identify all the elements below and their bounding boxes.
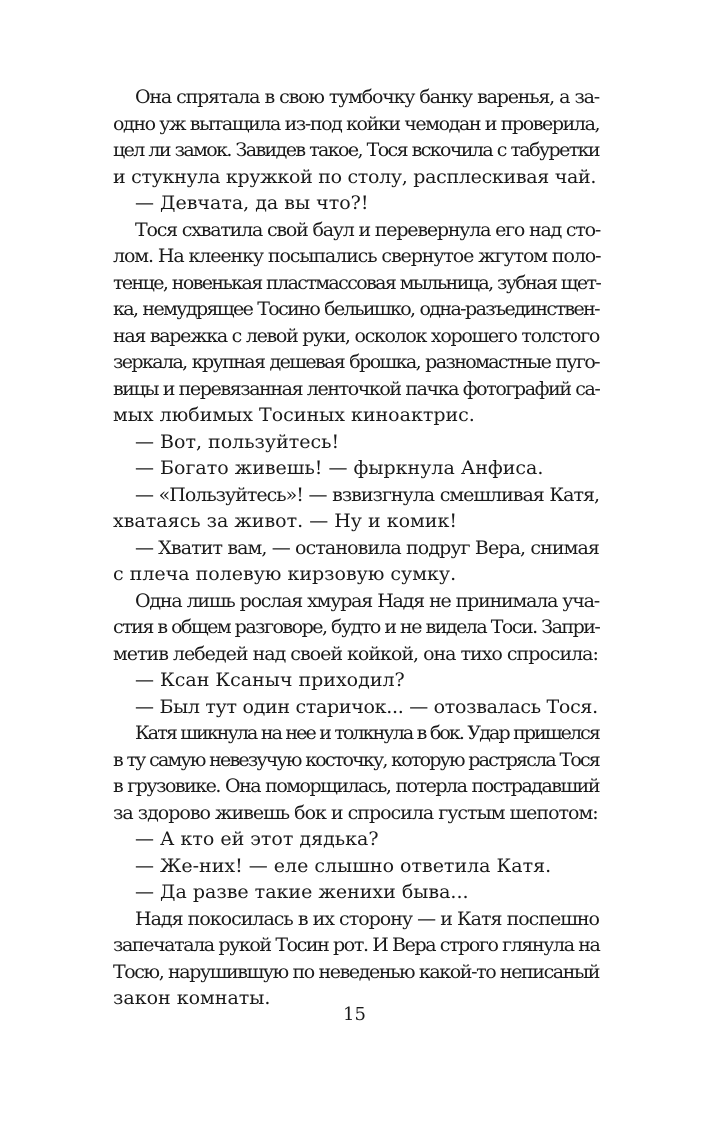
text-line: Катя шикнула на нее и толкнула в бок. Удар пришелся — [135, 722, 599, 744]
text-line: — Вот, пользуйтесь! — [135, 430, 340, 453]
text-line: лом. На клеенку посыпались свернутое жгутом поло- — [113, 245, 601, 267]
text-line: в грузовике. Она поморщилась, потерла пострадавший — [113, 775, 599, 797]
text-line: вицы и перевязанная ленточкой пачка фотографий са- — [113, 377, 600, 400]
text-line: тенце, новенькая пластмассовая мыльница, зубная щет- — [113, 271, 601, 294]
text-line: — Хватит вам, — остановила подруг Вера, снимая — [135, 536, 599, 559]
text-line: с плеча полевую кирзовую сумку. — [113, 563, 457, 585]
text-line: и стукнула кружкой по столу, расплескивая чай. — [113, 165, 597, 188]
text-line: мых любимых Тосиных киноактрис. — [113, 404, 475, 426]
text-line: — «Пользуйтесь»! — взвизгнула смешливая Катя, — [135, 483, 599, 506]
text-line: ка, немудрящее Тосино бельишко, одна-разъединствен- — [113, 298, 599, 320]
text-line: — Да разве такие женихи быва... — [135, 881, 469, 903]
text-line: ная варежка с левой руки, осколок хорошего толстого — [113, 324, 599, 347]
text-line: — Богато живешь! — фыркнула Анфиса. — [135, 457, 544, 479]
text-line: Одна лишь рослая хмурая Надя не принимала уча- — [135, 589, 599, 612]
text-line: — Был тут один старичок... — отозвалась Тося. — [135, 695, 598, 718]
text-line: за здорово живешь бок и спросила густым шепотом: — [113, 801, 598, 824]
text-line: Тосю, нарушившую по неведенью какой-то неписаный — [113, 960, 599, 983]
text-line: зеркала, крупная дешевая брошка, разномастные пуго- — [113, 351, 599, 373]
text-line: Она спрятала в свою тумбочку банку варенья, а за- — [135, 86, 599, 108]
body-text — [113, 84, 599, 1012]
page-number: 15 — [343, 1004, 366, 1025]
text-line: Тося схватила свой баул и перевернула его над сто- — [135, 218, 601, 241]
text-line: одно уж вытащила из-под койки чемодан и проверила, — [113, 112, 600, 135]
text-line: — А кто ей этот дядька? — [135, 828, 379, 850]
text-line: хватаясь за живот. — Ну и комик! — [113, 510, 457, 532]
text-line: запечатала рукой Тосин рот. И Вера строго глянула на — [113, 934, 600, 956]
text-line: в ту самую невезучую косточку, которую растрясла Тося — [113, 748, 599, 771]
text-line: Надя покосилась в их сторону — и Катя поспешно — [135, 907, 599, 930]
text-line: цел ли замок. Завидев такое, Тося вскочила с табуретки — [113, 139, 599, 161]
text-line: — Ксан Ксаныч приходил? — [135, 669, 405, 691]
text-line: закон комнаты. — [113, 987, 271, 1009]
text-line: — Же-них! — еле слышно ответила Катя. — [135, 854, 552, 877]
text-line: метив лебедей над своей койкой, она тихо спросила: — [113, 642, 598, 665]
text-line: стия в общем разговоре, будто и не видела Тоси. Запри- — [113, 616, 600, 638]
text-line: — Девчата, да вы что?! — [135, 192, 369, 214]
